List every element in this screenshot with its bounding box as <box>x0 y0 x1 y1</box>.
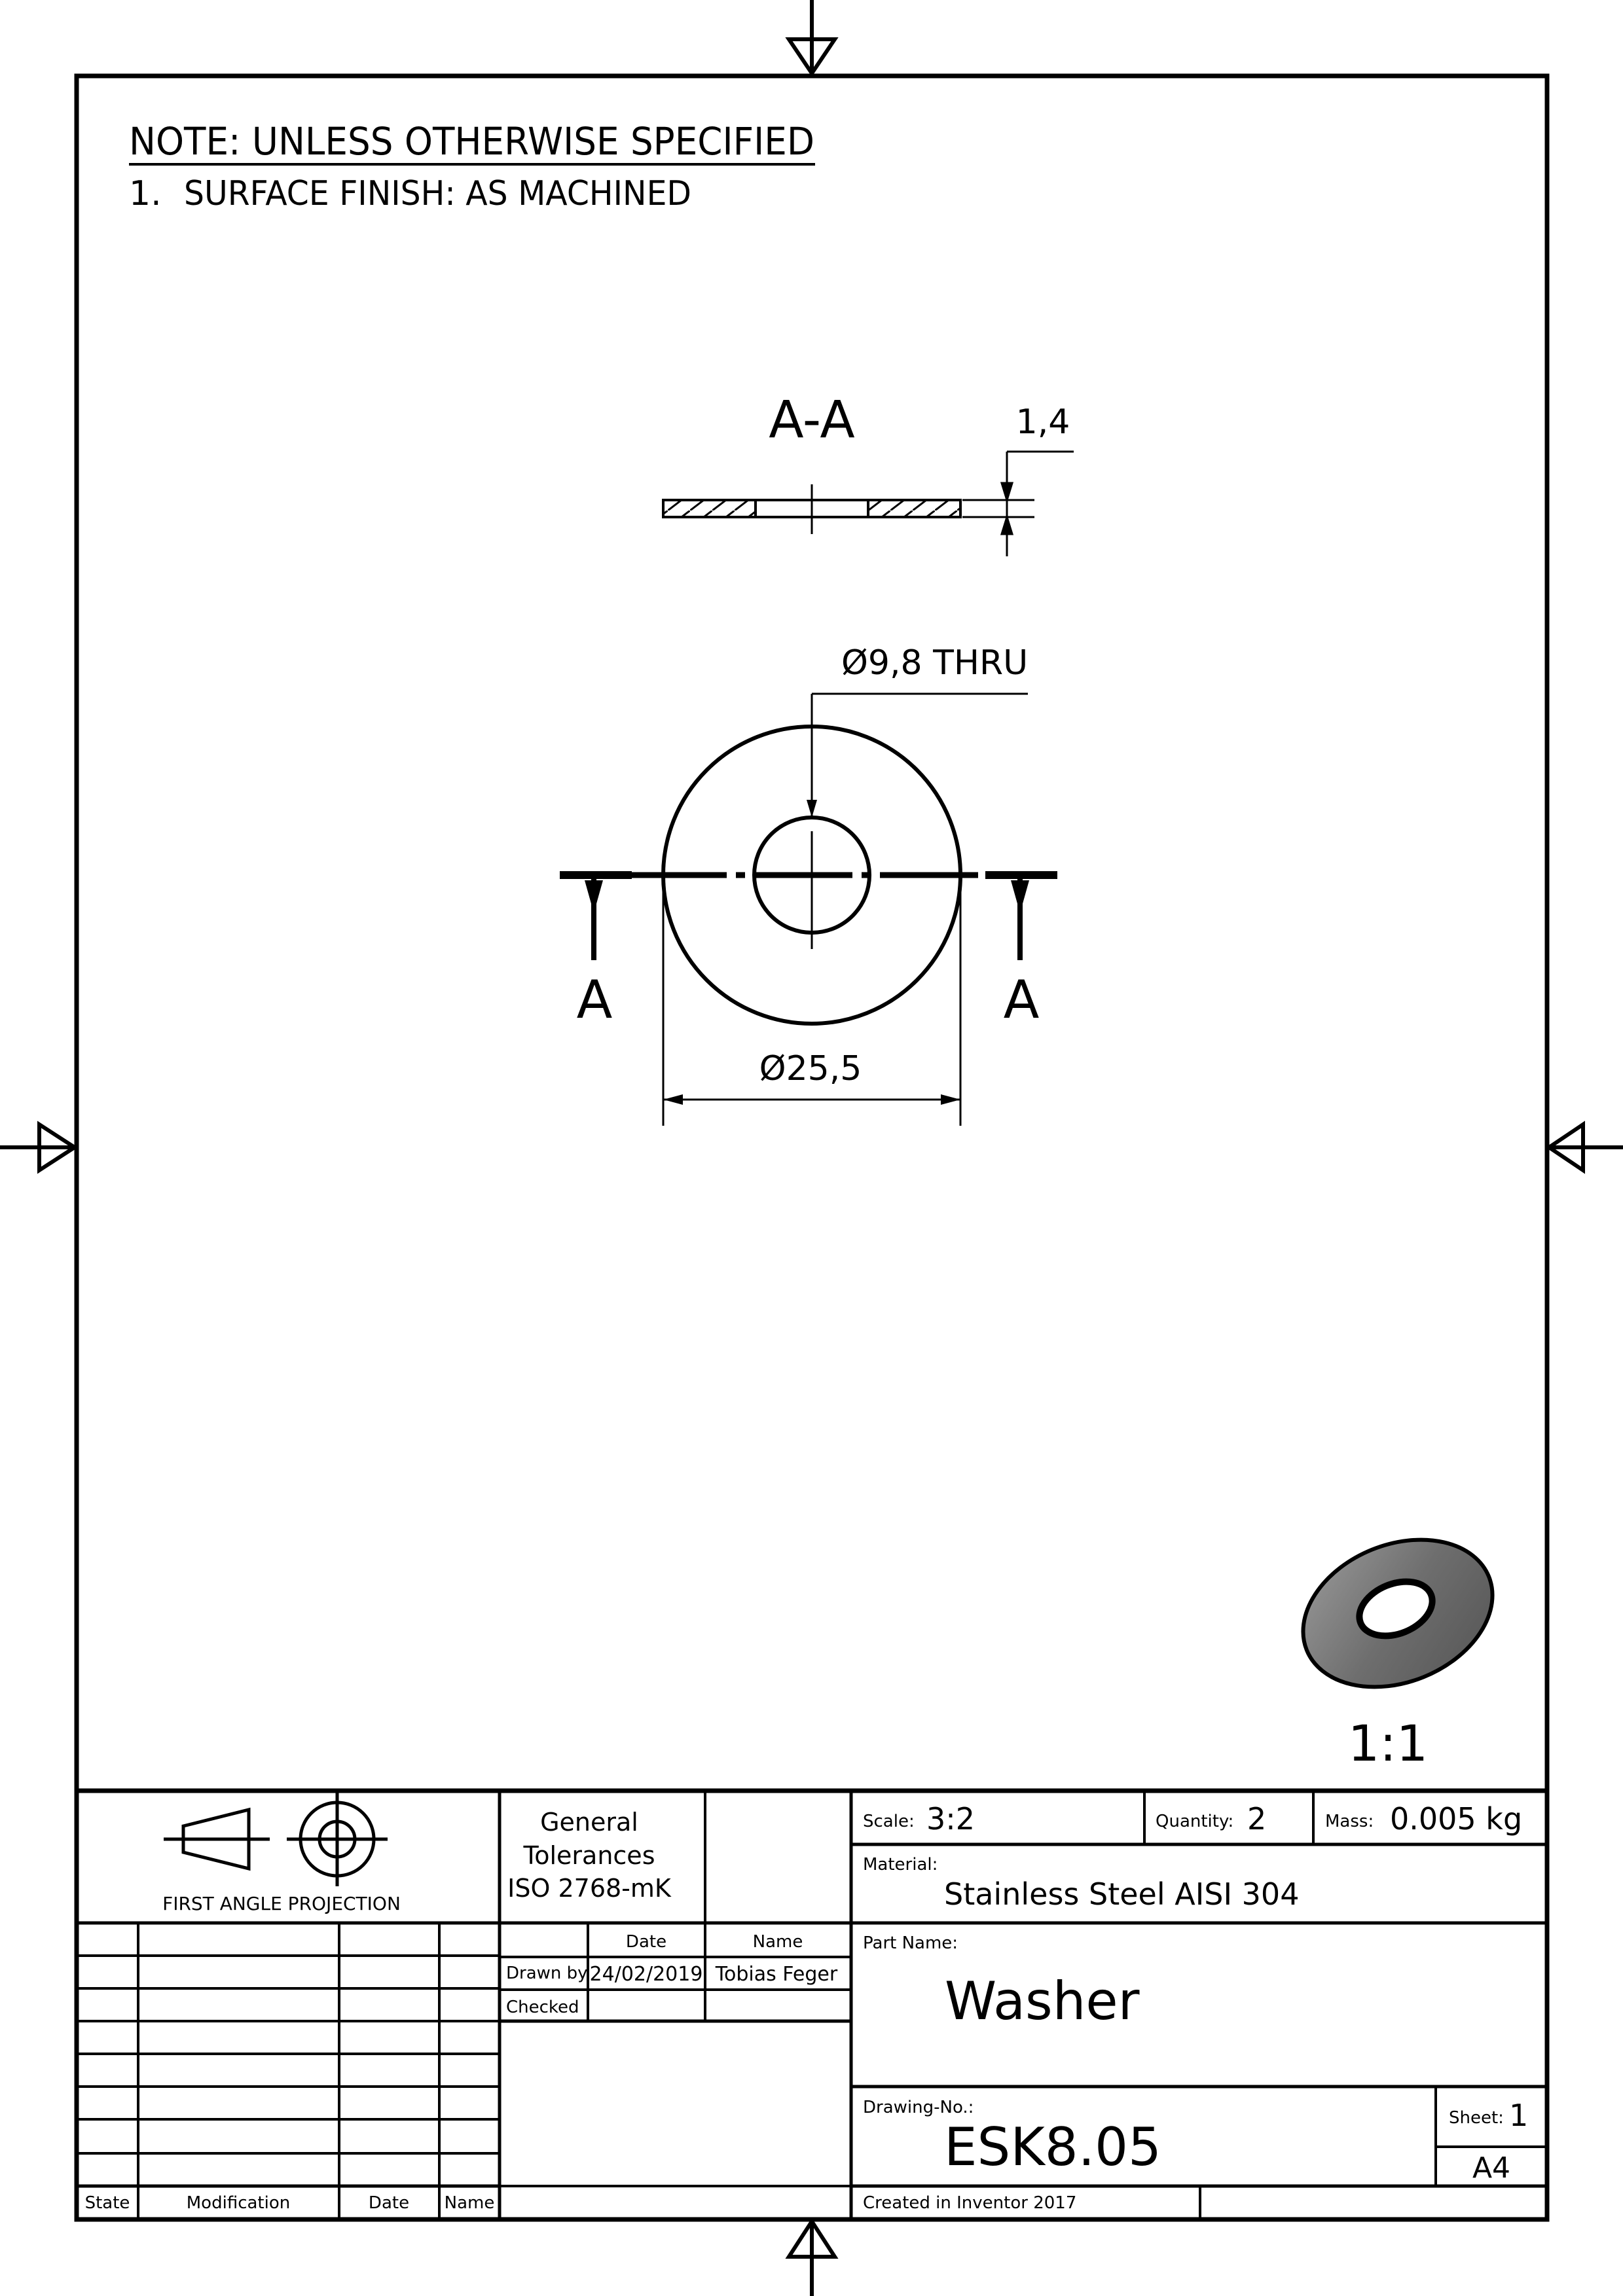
general-tolerances-line2: Tolerances <box>523 1841 655 1870</box>
iso-scale-label: 1:1 <box>1347 1714 1429 1772</box>
mass-value: 0.005 kg <box>1390 1801 1523 1837</box>
material-caption: Material: <box>863 1855 938 1874</box>
centering-mark-top <box>789 0 835 76</box>
section-hatch-left <box>663 500 756 517</box>
scale-value: 3:2 <box>926 1801 976 1837</box>
part-name-value: Washer <box>945 1971 1140 2032</box>
scale-caption: Scale: <box>863 1812 915 1831</box>
notes-heading: NOTE: UNLESS OTHERWISE SPECIFIED <box>129 119 814 164</box>
outer-diameter-value: Ø25,5 <box>759 1049 862 1088</box>
drawing-no-value: ESK8.05 <box>944 2117 1161 2178</box>
hole-leader <box>807 694 1028 817</box>
front-view <box>560 643 1057 1126</box>
sheet-value: 1 <box>1509 2098 1529 2133</box>
drawn-by-label: Drawn by <box>506 1964 588 1983</box>
title-block <box>77 1791 1547 2219</box>
section-arrow-left <box>560 875 632 960</box>
isometric-view <box>1281 1513 1515 1772</box>
col-header-name: Name <box>752 1932 803 1952</box>
section-arrow-right <box>985 875 1057 960</box>
rev-header-name: Name <box>444 2193 495 2213</box>
note-1-number: 1. <box>129 174 162 213</box>
general-tolerances-line1: General <box>540 1808 638 1837</box>
rev-header-state: State <box>84 2193 130 2213</box>
thickness-dimension-value: 1,4 <box>1015 403 1070 442</box>
drawing-no-caption: Drawing-No.: <box>863 2098 974 2117</box>
section-view <box>663 391 1074 556</box>
sheet-caption: Sheet: <box>1449 2108 1504 2128</box>
part-name-caption: Part Name: <box>863 1933 958 1953</box>
general-tolerances-line3: ISO 2768-mK <box>507 1874 671 1903</box>
title-block-text <box>85 1801 1529 2213</box>
first-angle-projection-icon <box>164 1792 388 1886</box>
section-marker-right: A <box>1003 969 1040 1030</box>
drawn-by-name: Tobias Feger <box>715 1963 838 1986</box>
mass-caption: Mass: <box>1325 1812 1374 1831</box>
thickness-dimension <box>962 452 1074 556</box>
quantity-caption: Quantity: <box>1156 1812 1234 1831</box>
notes-block <box>129 119 815 213</box>
hole-dimension-value: Ø9,8 THRU <box>841 643 1029 683</box>
drawn-by-date: 24/02/2019 <box>589 1963 703 1986</box>
note-1-text: SURFACE FINISH: AS MACHINED <box>184 174 691 213</box>
centering-mark-right <box>1547 1124 1623 1170</box>
quantity-value: 2 <box>1247 1801 1267 1837</box>
section-hatch-right <box>868 500 960 517</box>
format-value: A4 <box>1472 2151 1511 2185</box>
material-value: Stainless Steel AISI 304 <box>944 1876 1300 1912</box>
projection-label: FIRST ANGLE PROJECTION <box>162 1893 401 1914</box>
checked-label: Checked <box>506 1998 579 2017</box>
created-in-label: Created in Inventor 2017 <box>863 2193 1077 2213</box>
rev-header-modification: Modification <box>186 2193 291 2213</box>
centering-mark-bottom <box>789 2219 835 2296</box>
rev-header-date: Date <box>368 2193 410 2213</box>
section-view-label: A-A <box>769 391 855 450</box>
centering-mark-left <box>0 1124 77 1170</box>
section-marker-left: A <box>576 969 613 1030</box>
col-header-date: Date <box>625 1932 667 1952</box>
